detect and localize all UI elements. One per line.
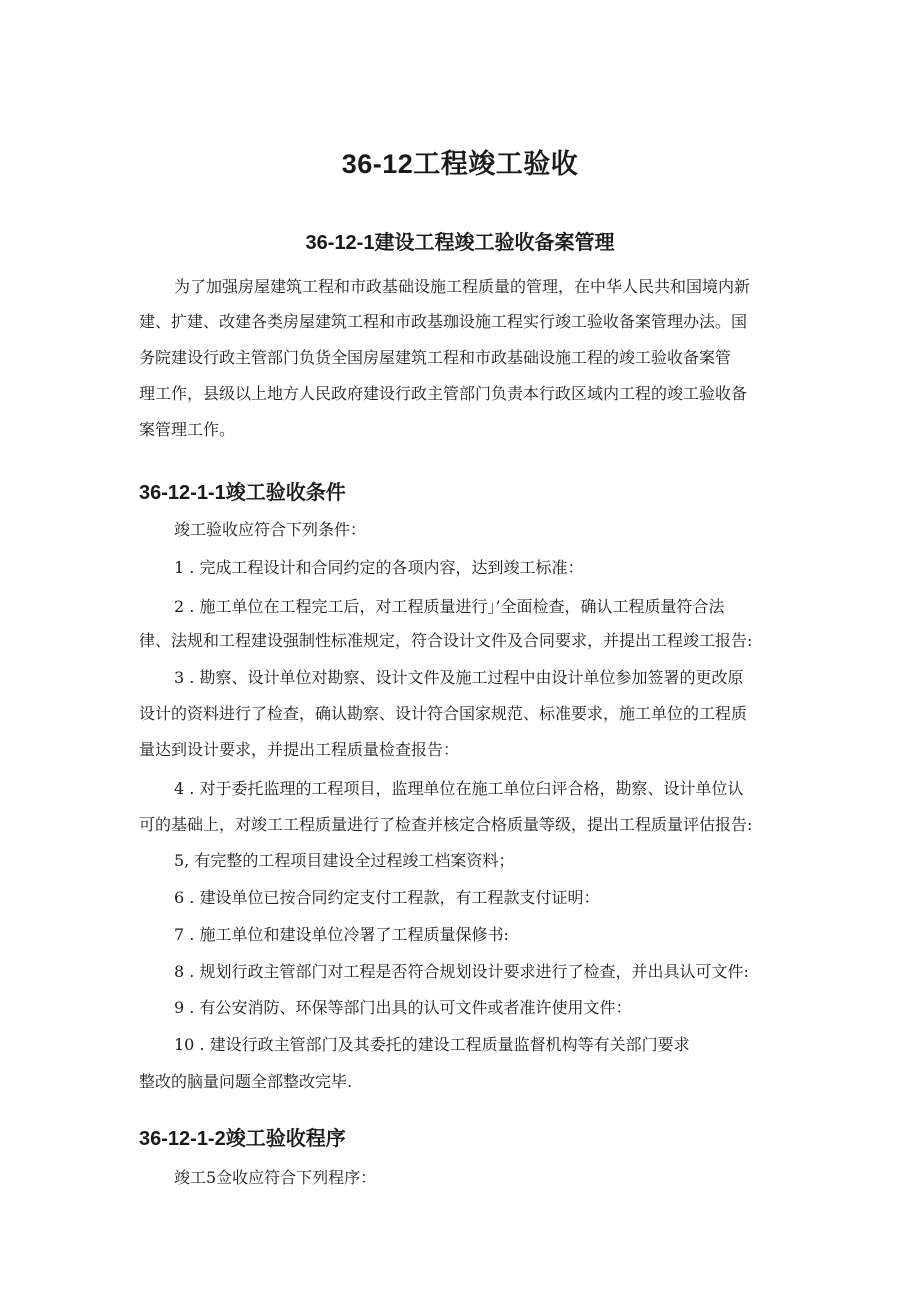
condition-line: 1 . 完成工程设计和合同约定的各项内容，达到竣工标准： xyxy=(174,558,584,577)
subsection-heading-procedure: 36-12-1-2竣工验收程序 xyxy=(139,1128,346,1150)
condition-line: 整改的脑量问题全部整改完毕. xyxy=(139,1072,353,1091)
condition-line: 量达到设计要求，并提出工程质量检查报告： xyxy=(139,740,460,759)
procedure-lead: 竣工5佥收应符合下列程序： xyxy=(174,1168,377,1187)
condition-line: 设计的资料进行了检查，确认勘察、设计符合国家规范、标准要求，施工单位的工程质 xyxy=(139,704,748,723)
condition-line: 7 . 施工单位和建设单位冷署了工程质量保修书: xyxy=(174,925,509,944)
document-title: 36-12工程竣工验收 xyxy=(341,149,579,179)
intro-line-2: 建、扩建、改建各类房屋建筑工程和市政基珈设施工程实行竣工验收备案管理办法。国 xyxy=(139,312,748,331)
condition-line: 9 . 有公安消防、环保等部门出具的认可文件或者准许使用文件： xyxy=(174,998,632,1017)
intro-line-5: 案管理工作。 xyxy=(139,420,236,439)
condition-line: 3 . 勘察、设计单位对勘察、设计文件及施工过程中由设计单位参加签署的更改原 xyxy=(174,668,744,687)
conditions-lead: 竣工验收应符合下列条件： xyxy=(174,520,367,539)
condition-line: 可的基础上，对竣工工程质量进行了检查并核定合格质量等级，提出工程质量评估报告: xyxy=(139,815,753,834)
condition-line: 律、法规和工程建设强制性标准规定，符合设计文件及合同要求，并提出工程竣工报告: xyxy=(139,631,753,650)
section-title: 36-12-1建设工程竣工验收备案管理 xyxy=(305,232,615,254)
intro-line-1: 为了加强房屋建筑工程和市政基础设施工程质量的管理，在中华人民共和国境内新 xyxy=(174,277,751,296)
condition-line: 2 . 施工单位在工程完工后，对工程质量进行」’全面检查，确认工程质量符合法 xyxy=(174,597,725,616)
condition-line: 6 . 建设单位已按合同约定支付工程款，有工程款支付证明： xyxy=(174,888,600,907)
condition-line: 5, 有完整的工程项目建设全过程竣工档案资料； xyxy=(174,851,515,870)
subsection-heading-conditions: 36-12-1-1竣工验收条件 xyxy=(139,482,346,504)
condition-line: 10 . 建设行政主管部门及其委托的建设工程质量监督机构等有关部门要求 xyxy=(174,1035,690,1054)
intro-line-3: 务院建设行政主管部门负货全国房屋建筑工程和市政基础设施工程的竣工验收备案管 xyxy=(139,348,732,367)
intro-line-4: 理工作，县级以上地方人民政府建设行政主管部门负责本行政区域内工程的竣工验收备 xyxy=(139,384,748,403)
condition-line: 4 . 对于委托监理的工程项目，监理单位在施工单位臼评合格，勘察、设计单位认 xyxy=(174,779,744,798)
condition-line: 8 . 规划行政主管部门对工程是否符合规划设计要求进行了检查，并出具认可文件: xyxy=(174,962,749,981)
